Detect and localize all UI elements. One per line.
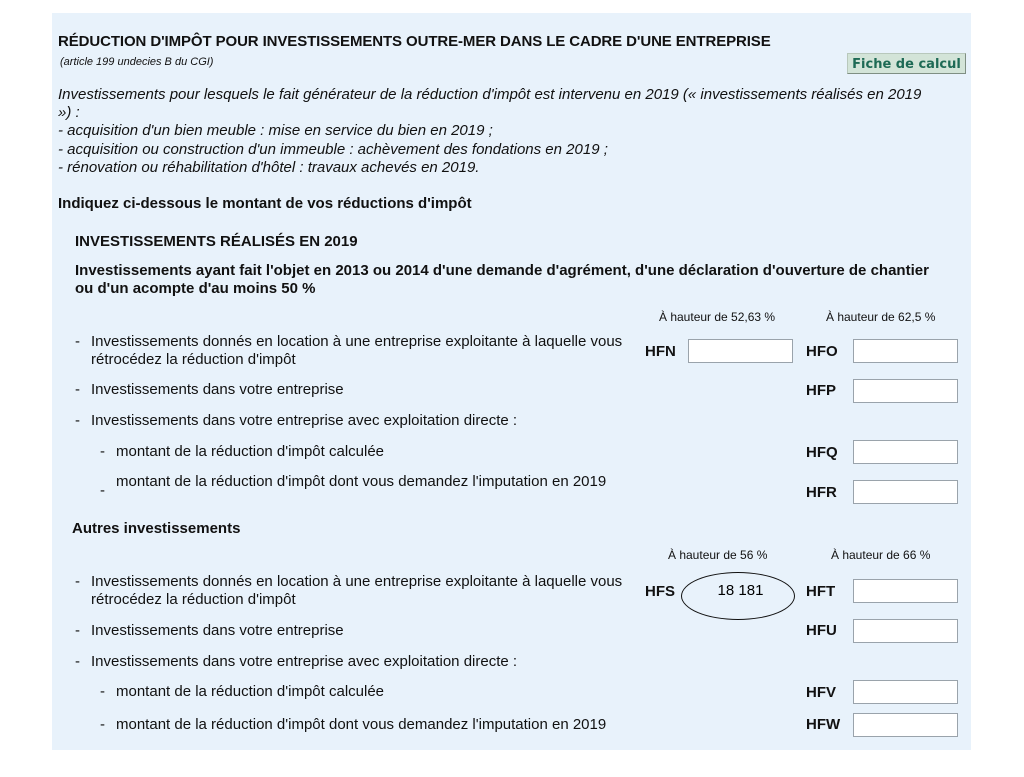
row-dash: - bbox=[75, 622, 80, 639]
intro-item: - acquisition ou construction d'un immeuble : achèvement des fondations en 2019 ; bbox=[58, 141, 608, 158]
row-label: montant de la réduction d'impôt calculée bbox=[116, 683, 385, 700]
legal-reference: (article 199 undecies B du CGI) bbox=[60, 56, 214, 68]
code-label: HFU bbox=[806, 622, 837, 639]
row-label: montant de la réduction d'impôt calculée bbox=[116, 443, 385, 460]
hfv-input[interactable] bbox=[853, 680, 958, 704]
row-dash: - bbox=[75, 381, 80, 398]
code-label: HFR bbox=[806, 484, 837, 501]
hfp-input[interactable] bbox=[853, 379, 958, 403]
hfw-input[interactable] bbox=[853, 713, 958, 737]
hfo-input[interactable] bbox=[853, 339, 958, 363]
hfq-input[interactable] bbox=[853, 440, 958, 464]
instruction-heading: Indiquez ci-dessous le montant de vos réductions d'impôt bbox=[58, 195, 472, 212]
intro-item: - rénovation ou réhabilitation d'hôtel : travaux achevés en 2019. bbox=[58, 159, 480, 176]
row-label: Investissements donnés en location à une entreprise exploitante à laquelle vous rétrocédez la réduction d'impôt bbox=[91, 333, 623, 368]
row-dash: - bbox=[100, 443, 105, 460]
page-title: RÉDUCTION D'IMPÔT POUR INVESTISSEMENTS OUTRE-MER DANS LE CADRE D'UNE ENTREPRISE bbox=[58, 33, 771, 50]
row-dash: - bbox=[100, 716, 105, 733]
code-label: HFS bbox=[645, 583, 675, 600]
row-label: Investissements dans votre entreprise avec exploitation directe : bbox=[91, 653, 518, 670]
row-dash: - bbox=[75, 333, 80, 350]
row-dash: - bbox=[100, 683, 105, 700]
code-label: HFQ bbox=[806, 444, 838, 461]
group2-title: Autres investissements bbox=[72, 520, 241, 537]
hft-input[interactable] bbox=[853, 579, 958, 603]
fiche-de-calcul-button[interactable]: Fiche de calcul bbox=[847, 53, 966, 74]
group1-col1-header: À hauteur de 52,63 % bbox=[659, 310, 776, 324]
section-title: INVESTISSEMENTS RÉALISÉS EN 2019 bbox=[75, 233, 358, 250]
group1-col2-header: À hauteur de 62,5 % bbox=[826, 310, 936, 324]
group1-title: Investissements ayant fait l'objet en 2013 ou 2014 d'une demande d'agrément, d'une déclaration d'ouverture de chantier ou d'un acompte d'au moins 50 % bbox=[75, 262, 929, 297]
hfr-input[interactable] bbox=[853, 480, 958, 504]
code-label: HFP bbox=[806, 382, 836, 399]
hfu-input[interactable] bbox=[853, 619, 958, 643]
group2-col1-header: À hauteur de 56 % bbox=[668, 548, 768, 562]
row-dash: - bbox=[75, 573, 80, 590]
group2-col2-header: À hauteur de 66 % bbox=[831, 548, 931, 562]
code-label: HFN bbox=[645, 343, 676, 360]
row-label: Investissements dans votre entreprise bbox=[91, 622, 344, 639]
code-label: HFT bbox=[806, 583, 836, 600]
intro-item: - acquisition d'un bien meuble : mise en service du bien en 2019 ; bbox=[58, 122, 493, 139]
row-dash: - bbox=[100, 482, 105, 499]
row-label: montant de la réduction d'impôt dont vous demandez l'imputation en 2019 bbox=[116, 716, 607, 733]
intro-text: Investissements pour lesquels le fait générateur de la réduction d'impôt est intervenu en 2019 (« investissements réalisés en 2019 ») : bbox=[58, 86, 922, 121]
row-label: montant de la réduction d'impôt dont vous demandez l'imputation en 2019 bbox=[116, 473, 607, 490]
row-label: Investissements donnés en location à une entreprise exploitante à laquelle vous rétrocédez la réduction d'impôt bbox=[91, 573, 623, 608]
highlight-circle bbox=[681, 572, 795, 620]
hfn-input[interactable] bbox=[688, 339, 793, 363]
row-dash: - bbox=[75, 412, 80, 429]
code-label: HFV bbox=[806, 684, 836, 701]
row-label: Investissements dans votre entreprise avec exploitation directe : bbox=[91, 412, 518, 429]
row-label: Investissements dans votre entreprise bbox=[91, 381, 344, 398]
row-dash: - bbox=[75, 653, 80, 670]
code-label: HFO bbox=[806, 343, 838, 360]
code-label: HFW bbox=[806, 716, 841, 733]
